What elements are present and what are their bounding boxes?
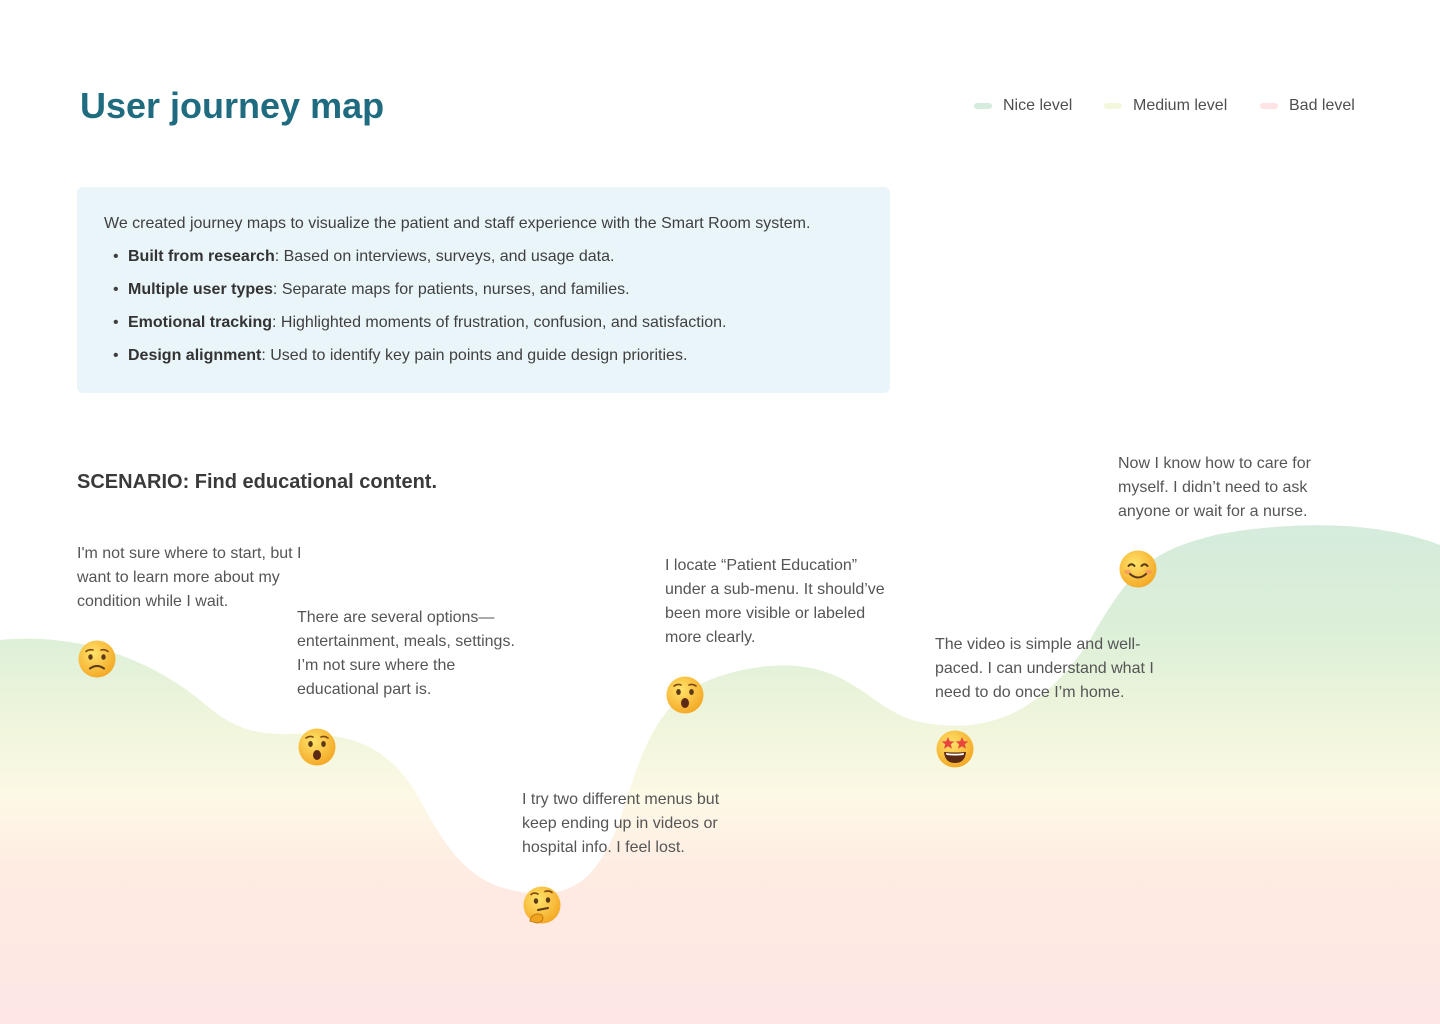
bullet-desc: : Separate maps for patients, nurses, and families.	[272, 281, 630, 298]
legend-item-bad	[1260, 94, 1355, 118]
legend-label-bad: Bad level	[1289, 97, 1355, 114]
step-text: I'm not sure where to start, but I want to learn more about my condition while I wait.	[77, 545, 302, 610]
journey-step	[935, 633, 1165, 705]
legend-swatch-medium	[1104, 103, 1122, 109]
intro-bullet	[104, 313, 864, 333]
thinking-face-icon	[522, 885, 562, 925]
journey-step	[665, 554, 895, 650]
bullet-desc: : Used to identify key pain points and guide design priorities.	[261, 347, 688, 364]
legend-label-nice: Nice level	[1003, 97, 1073, 114]
step-text: There are several options—entertainment, meals, settings. I’m not sure where the educational part is.	[297, 609, 515, 698]
star-struck-face-icon	[935, 729, 975, 769]
intro-box	[77, 187, 890, 393]
hushed-face-icon	[297, 727, 337, 767]
bullet-term: Built from research	[128, 248, 275, 265]
bullet-term: Emotional tracking	[128, 314, 273, 331]
legend-swatch-nice	[974, 103, 992, 109]
legend-label-medium: Medium level	[1133, 97, 1228, 114]
page-title: User journey map	[80, 85, 385, 126]
worried-face-icon	[77, 639, 117, 679]
legend-swatch-bad	[1260, 103, 1278, 109]
legend	[972, 94, 1372, 118]
journey-step	[1118, 452, 1348, 524]
step-text: I locate “Patient Education” under a sub-menu. It should’ve been more visible or labeled more clearly.	[665, 557, 885, 646]
bullet-desc: : Based on interviews, surveys, and usage data.	[274, 248, 615, 265]
smiling-face-icon	[1118, 549, 1158, 589]
bullet-term: Multiple user types	[128, 281, 273, 298]
journey-step	[522, 788, 742, 860]
intro-bullet	[104, 247, 864, 267]
legend-item-medium	[1104, 94, 1227, 118]
intro-text: We created journey maps to visualize the patient and staff experience with the Smart Room system.	[104, 215, 811, 232]
scenario-title: SCENARIO: Find educational content.	[77, 471, 438, 493]
journey-step	[77, 542, 317, 614]
bullet-desc: : Highlighted moments of frustration, confusion, and satisfaction.	[272, 314, 727, 331]
journey-step	[297, 606, 529, 702]
hushed-face-icon	[665, 675, 705, 715]
bullet-term: Design alignment	[128, 347, 262, 364]
step-text: Now I know how to care for myself. I didn’t need to ask anyone or wait for a nurse.	[1118, 455, 1311, 520]
step-text: I try two different menus but keep ending up in videos or hospital info. I feel lost.	[522, 791, 720, 856]
step-text: The video is simple and well-paced. I can understand what I need to do once I’m home.	[935, 636, 1154, 701]
intro-bullet	[104, 280, 864, 300]
intro-bullet	[104, 346, 864, 366]
legend-item-nice	[974, 94, 1072, 118]
intro-bullets	[104, 247, 864, 366]
